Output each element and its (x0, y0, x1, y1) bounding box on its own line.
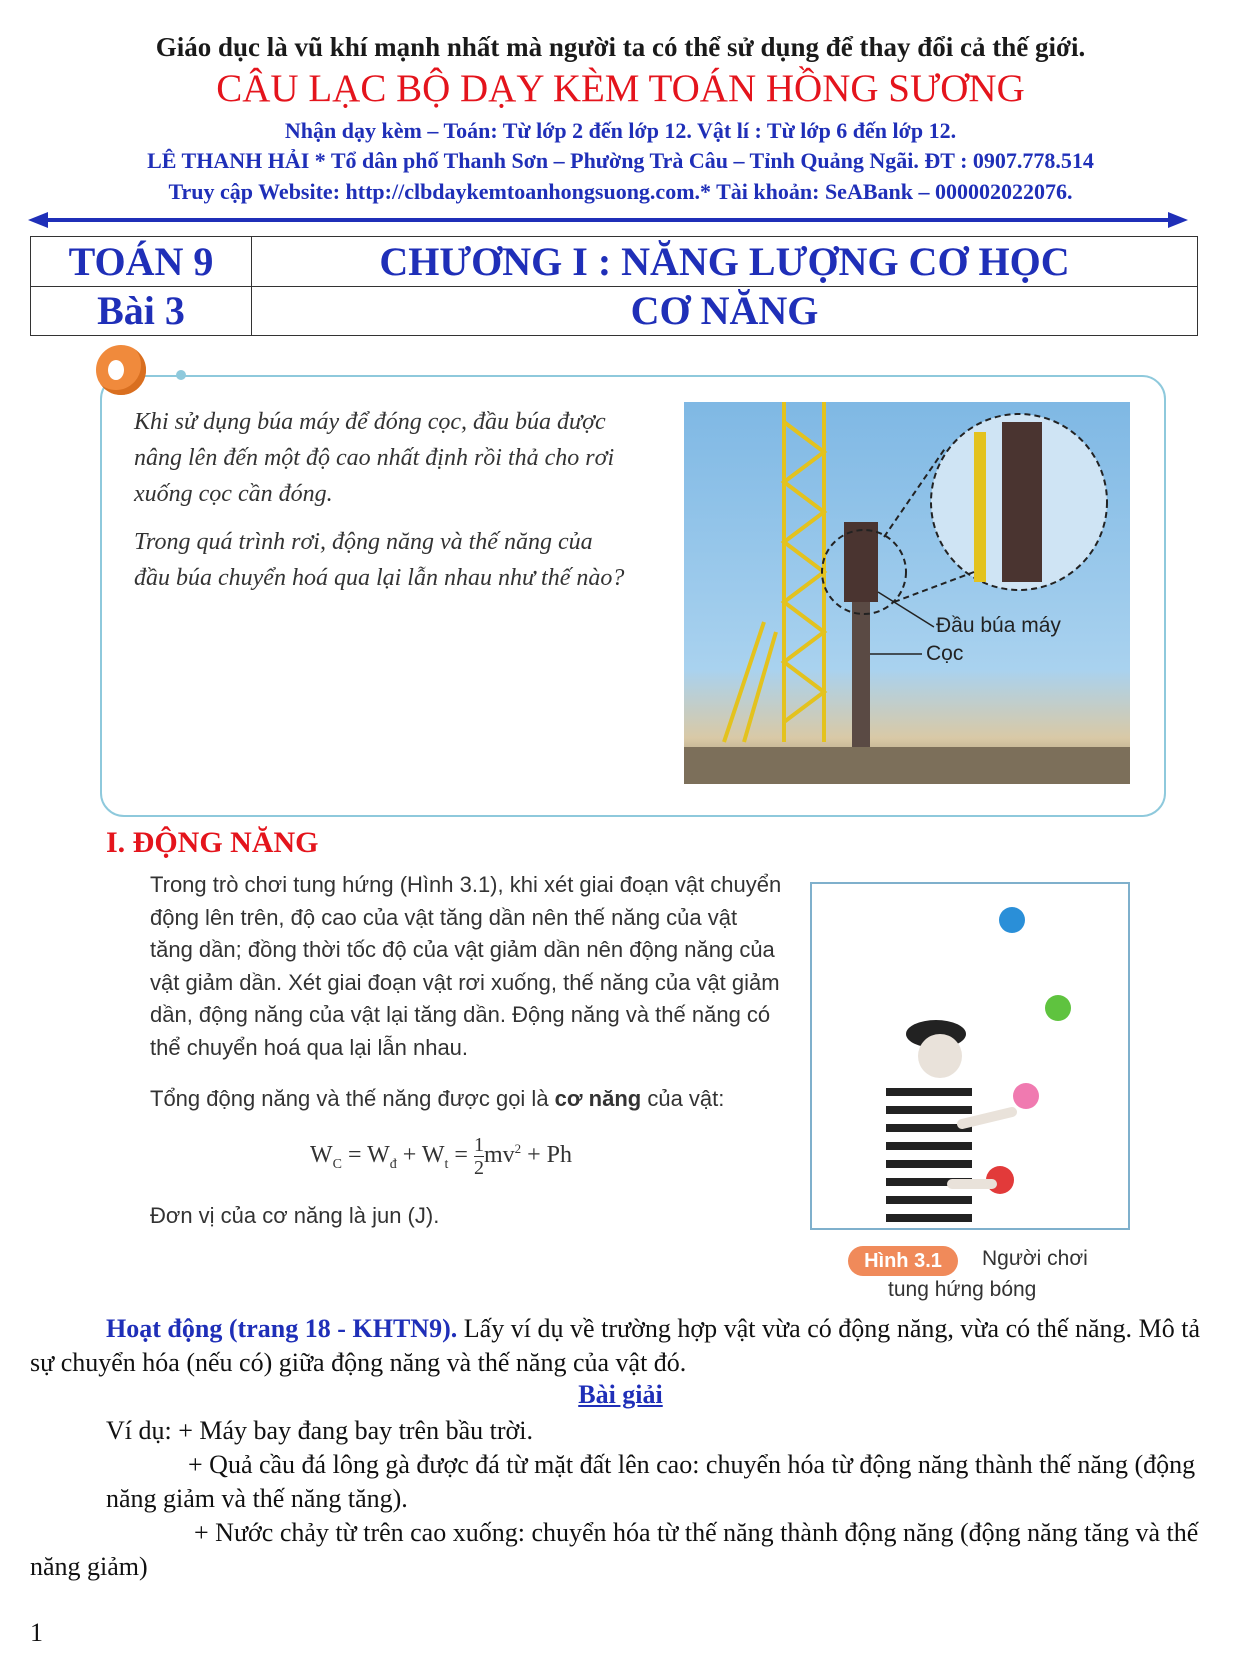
pile-driver-illustration (684, 402, 1130, 784)
club-name: CÂU LẠC BỘ DẠY KÈM TOÁN HỒNG SƯƠNG (216, 67, 1025, 110)
solution-heading: Bài giải (578, 1380, 663, 1409)
motto: Giáo dục là vũ khí mạnh nhất mà người ta có thể sử dụng để thay đổi cả thế giới. (155, 32, 1086, 62)
para2-start: Tổng động năng và thế năng được gọi là (150, 1086, 555, 1111)
activity-text: Lấy ví dụ về trường hợp vật vừa có động năng, vừa có thế năng. Mô tả sự chuyển hóa (nếu có) giữa động năng và thế năng của vật đó. (30, 1314, 1200, 1377)
website-line: Truy cập Website: http://clbdaykemtoanhongsuong.com.* Tài khoản: SeABank – 000002022076. (168, 179, 1073, 204)
section-paragraph-1: Trong trò chơi tung hứng (Hình 3.1), khi xét giai đoạn vật chuyển động lên trên, độ cao của vật tăng dần nên thế năng của vật tăng dần; đồng thời tốc độ của vật giảm dần nên động năng của vật giảm dần. Xét giai đoạn vật rơi xuống, thế năng của vật giảm dần, động năng của vật lại tăng dần. Động năng và thế năng có thể chuyển hoá qua lại lẫn nhau. (150, 872, 782, 1060)
title-table (30, 236, 1198, 336)
example-1: Ví dụ: + Máy bay đang bay trên bầu trời. (106, 1416, 533, 1445)
section-paragraph-2 (150, 1083, 786, 1116)
page-number: 1 (30, 1618, 43, 1647)
formula-sub-d: đ (389, 1156, 397, 1172)
formula-square: 2 (514, 1141, 522, 1157)
activity-lead: Hoạt động (trang 18 - KHTN9). (106, 1314, 458, 1343)
intro-paragraph-2: Trong quá trình rơi, động năng và thế năng của đầu búa chuyển hoá qua lại lẫn nhau như thế nào? (134, 529, 625, 591)
figure-caption-line1: Người chơi (982, 1247, 1088, 1270)
mechanical-energy-formula (310, 1134, 572, 1179)
figure-tag: Hình 3.1 (848, 1246, 958, 1276)
lesson-title-cell: CƠ NĂNG (252, 286, 1198, 336)
section-paragraph-3: Đơn vị của cơ năng là jun (J). (150, 1203, 440, 1228)
formula-fraction (474, 1134, 484, 1179)
para2-bold: cơ năng (554, 1086, 642, 1111)
formula-sub-t: t (444, 1156, 449, 1172)
example-2: + Quả cầu đá lông gà được đá từ mặt đất lên cao: chuyển hóa từ động năng thành thế năng (động năng giảm và thế năng tăng). (106, 1450, 1196, 1513)
subject-cell: TOÁN 9 (31, 237, 252, 287)
formula-eq1: = W (342, 1142, 390, 1169)
lesson-number-cell: Bài 3 (31, 286, 252, 336)
juggler-figure (810, 882, 1130, 1230)
figure-caption-line2: tung hứng bóng (888, 1278, 1037, 1301)
fraction-denominator: 2 (473, 1157, 484, 1179)
intro-card-text (134, 404, 634, 608)
double-arrow-divider (28, 210, 1188, 230)
formula-mv: mv (483, 1142, 515, 1169)
contact-line: LÊ THANH HẢI * Tổ dân phố Thanh Sơn – Phường Trà Câu – Tỉnh Quảng Ngãi. ĐT : 0907.778.514 (147, 148, 1094, 173)
chapter-cell: CHƯƠNG I : NĂNG LƯỢNG CƠ HỌC (252, 237, 1198, 287)
formula-ph: + Ph (521, 1142, 573, 1169)
intro-paragraph-1: Khi sử dụng búa máy để đóng cọc, đầu búa được nâng lên đến một độ cao nhất định rồi thả cho rơi xuống cọc cần đóng. (134, 409, 615, 507)
section-heading: I. ĐỘNG NĂNG (106, 826, 319, 859)
subjects-line: Nhận dạy kèm – Toán: Từ lớp 2 đến lớp 12. Vật lí : Từ lớp 6 đến lớp 12. (284, 118, 957, 143)
pile-driver-photo (684, 402, 1130, 784)
example-3: + Nước chảy từ trên cao xuống: chuyển hóa từ thế năng thành động năng (động năng tăng và thế năng giảm) (30, 1518, 1199, 1581)
activity-paragraph (30, 1312, 1200, 1380)
speaker-icon-hand (108, 360, 124, 380)
formula-w: W (310, 1142, 333, 1169)
hammer-label: Đầu búa máy (936, 614, 1061, 637)
para2-end: của vật: (641, 1086, 725, 1111)
formula-eq2: = (448, 1142, 474, 1169)
juggler-illustration (812, 884, 1128, 1228)
formula-plus: + W (396, 1142, 445, 1169)
formula-sub-c: C (332, 1156, 342, 1172)
pile-label: Cọc (926, 642, 964, 665)
card-dot-icon (176, 370, 186, 380)
fraction-numerator: 1 (473, 1134, 484, 1156)
